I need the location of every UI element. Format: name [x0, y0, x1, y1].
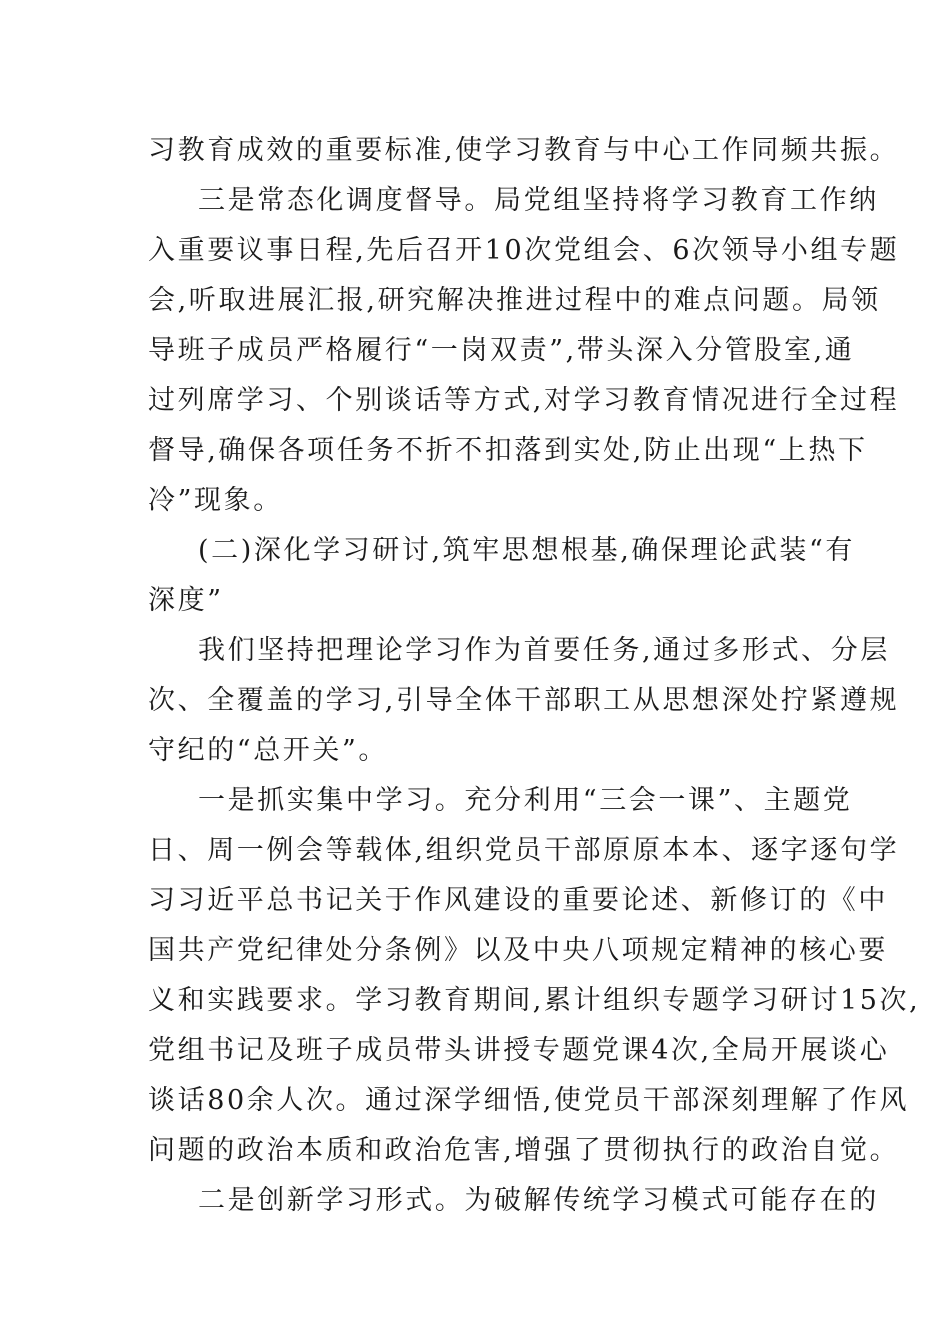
paragraph-start-line: 二是创新学习形式。为破解传统学习模式可能存在的 [198, 1185, 879, 1216]
text-line: 日、周一例会等载体,组织党员干部原原本本、逐字逐句学 [148, 835, 900, 866]
text-line: 习习近平总书记关于作风建设的重要论述、新修订的《中 [148, 885, 888, 916]
text-line: 谈话80余人次。通过深学细悟,使党员干部深刻理解了作风 [148, 1085, 910, 1116]
text-line: 守纪的“总开关”。 [148, 735, 389, 766]
text-line: 党组书记及班子成员带头讲授专题党课4次,全局开展谈心 [148, 1035, 890, 1066]
text-line: 冷”现象。 [148, 485, 283, 516]
text-line: 督导,确保各项任务不折不扣落到实处,防止出现“上热下 [148, 435, 868, 466]
text-line: 义和实践要求。学习教育期间,累计组织专题学习研讨15次, [148, 985, 921, 1016]
section-heading-line: 深度” [148, 585, 224, 616]
text-line: 过列席学习、个别谈话等方式,对学习教育情况进行全过程 [148, 385, 900, 416]
paragraph-start-line: 一是抓实集中学习。充分利用“三会一课”、主题党 [198, 785, 853, 816]
text-line: 会,听取进展汇报,研究解决推进过程中的难点问题。局领 [148, 285, 881, 316]
text-line: 入重要议事日程,先后召开10次党组会、6次领导小组专题 [148, 235, 900, 266]
paragraph-start-line: 三是常态化调度督导。局党组坚持将学习教育工作纳 [198, 185, 879, 216]
text-line: 国共产党纪律处分条例》以及中央八项规定精神的核心要 [148, 935, 888, 966]
text-line: 问题的政治本质和政治危害,增强了贯彻执行的政治自觉。 [148, 1135, 900, 1166]
text-line: 导班子成员严格履行“一岗双责”,带头深入分管股室,通 [148, 335, 855, 366]
section-heading-line: (二)深化学习研讨,筑牢思想根基,确保理论武装“有 [198, 535, 856, 566]
paragraph-start-line: 我们坚持把理论学习作为首要任务,通过多形式、分层 [198, 635, 890, 666]
text-line: 次、全覆盖的学习,引导全体干部职工从思想深处拧紧遵规 [148, 685, 900, 716]
text-line: 习教育成效的重要标准,使学习教育与中心工作同频共振。 [148, 135, 900, 166]
